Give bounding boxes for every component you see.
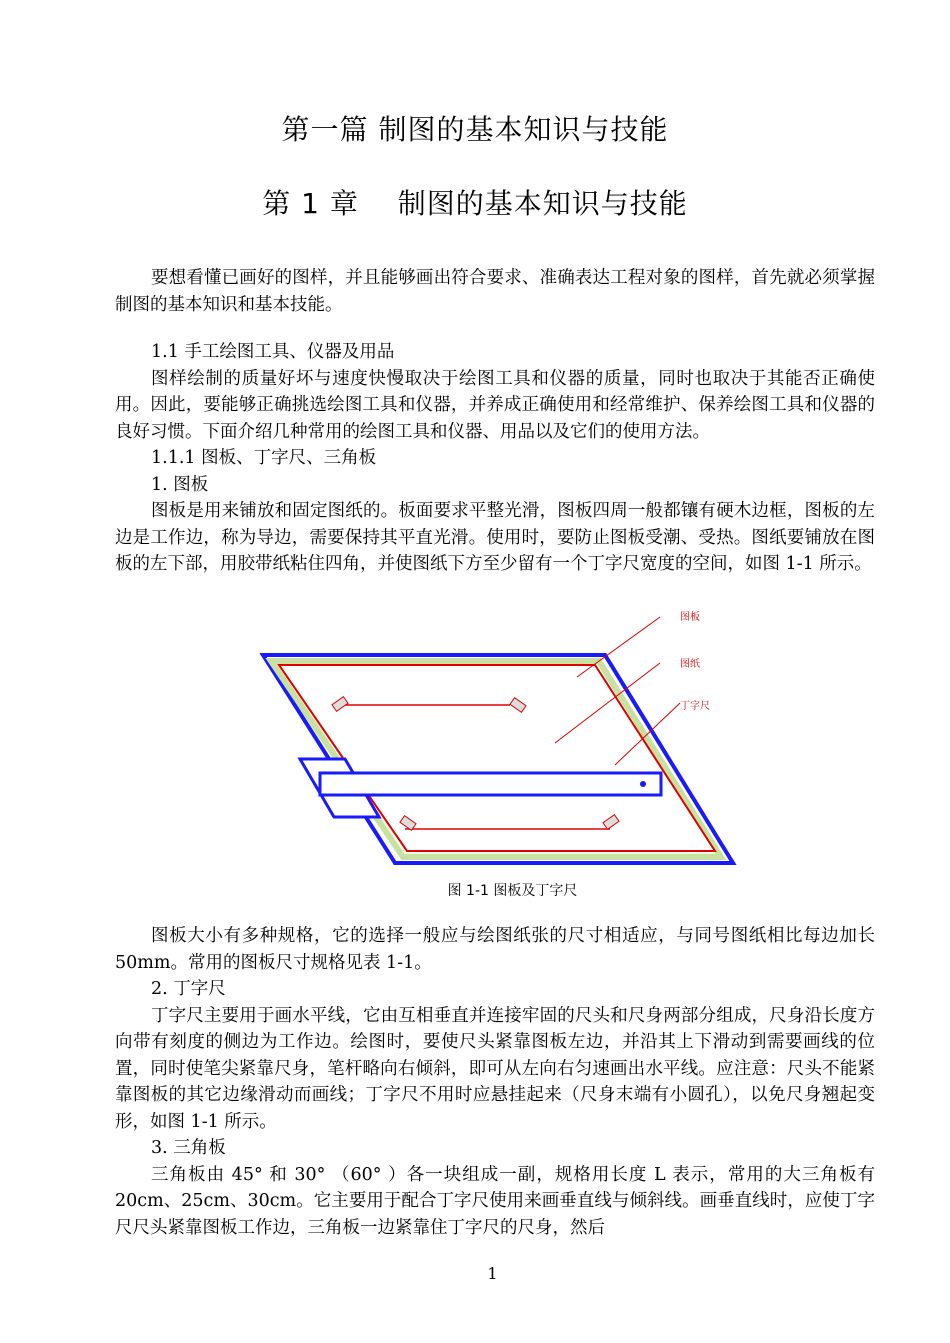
section-heading-1-1-1: 1.1.1 图板、丁字尺、三角板: [151, 448, 377, 468]
item3-heading: 3. 三角板: [151, 1138, 226, 1158]
drawing-board-figure: [255, 605, 745, 880]
figure-followup-paragraph: 图板大小有多种规格，它的选择一般应与绘图纸张的尺寸相适应，与同号图纸相比每边加长 50mm。常用的图板尺寸规格见表 1-1。: [115, 926, 875, 973]
label-t-square: 丁字尺: [680, 701, 710, 712]
item3-paragraph: 三角板由 45° 和 30° （60° ）各一块组成一副，规格用长度 L 表示，常用的大三角板有 20cm、25cm、30cm。它主要用于配合丁字尺使用来画垂直线与倾斜线。画垂直线时，应使丁字尺尺头紧靠图板工作边，三角板一边紧靠住丁字尺的尺身，然后: [115, 1164, 875, 1238]
hang-hole: [640, 781, 646, 787]
item1-paragraph: 图板是用来铺放和固定图纸的。板面要求平整光滑，图板四周一般都镶有硬木边框，图板的左边是工作边，称为导边，需要保持其平直光滑。使用时，要防止图板受潮、受热。图纸要铺放在图板的左下部，用胶带纸粘住四角，并使图纸下方至少留有一个丁字尺宽度的空间，如图 1-1 所示。: [115, 501, 875, 574]
item2-paragraph: 丁字尺主要用于画水平线，它由互相垂直并连接牢固的尺头和尺身两部分组成，尺身沿长度方向带有刻度的侧边为工作边。绘图时，要使尺头紧靠图板左边，并沿其上下滑动到需要画线的位置，同时使笔尖紧靠尺身，笔杆略向右倾斜，即可从左向右匀速画出水平线。应注意：尺头不能紧靠图板的其它边缘滑动而画线；丁字尺不用时应悬挂起来（尺身末端有小圆孔），以免尺身翘起变形，如图 1-1 所示。: [115, 1005, 875, 1132]
section-1-1-paragraph: 图样绘制的质量好坏与速度快慢取决于绘图工具和仪器的质量，同时也取决于其能否正确使用。因此，要能够正确挑选绘图工具和仪器，并养成正确使用和经常维护、保养绘图工具和仪器的良好习惯。下面介绍几种常用的绘图工具和仪器、用品以及它们的使用方法。: [115, 368, 875, 442]
item2-heading: 2. 丁字尺: [151, 979, 226, 999]
label-board: 图板: [680, 612, 700, 623]
intro-paragraph: 要想看懂已画好的图样，并且能够画出符合要求、准确表达工程对象的图样，首先就必须掌握制图的基本知识和基本技能。: [115, 268, 875, 315]
chapter-title: 第 1 章 制图的基本知识与技能: [262, 187, 688, 220]
figure-caption: 图 1-1 图板及丁字尺: [447, 883, 578, 899]
part-title: 第一篇 制图的基本知识与技能: [281, 113, 669, 146]
intro-block: [115, 265, 875, 318]
section-heading-1-1: 1.1 手工绘图工具、仪器及用品: [151, 342, 395, 362]
section-block: [115, 339, 875, 578]
page-number: 1: [487, 1264, 498, 1283]
item1-heading: 1. 图板: [151, 474, 209, 495]
label-paper: 图纸: [680, 659, 700, 670]
lower-block: [115, 923, 875, 1241]
